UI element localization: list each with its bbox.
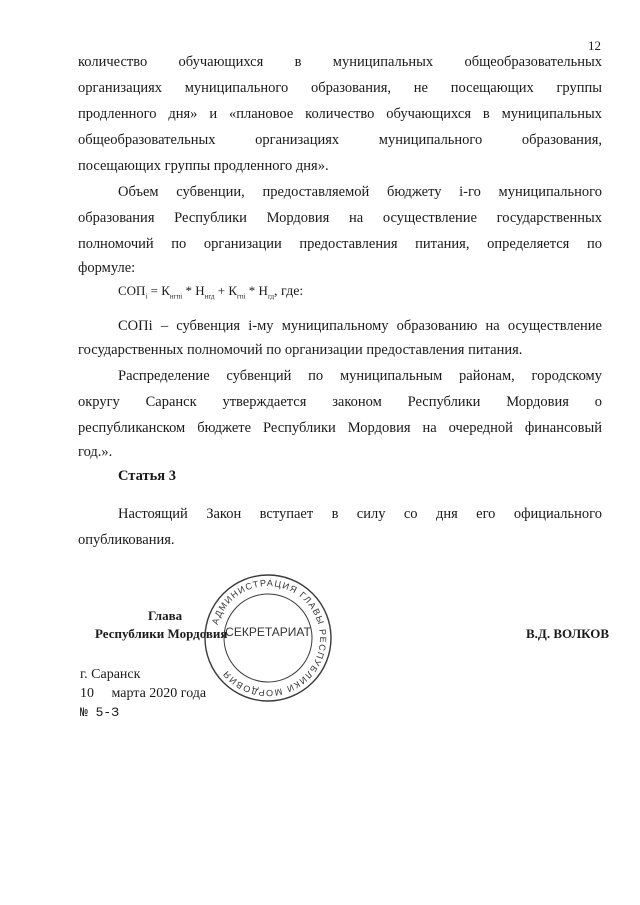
text-line: Объем субвенции, предоставляемой бюджету i-го муниципального: [118, 184, 602, 200]
formula-part: К: [161, 283, 170, 298]
formula-part: нгпi: [169, 292, 183, 301]
formula-part: Н: [195, 283, 205, 298]
text-line: опубликования.: [78, 532, 175, 548]
stamp-center-text: СЕКРЕТАРИАТ: [225, 625, 311, 639]
city: г. Саранск: [80, 667, 141, 682]
text-line: общеобразовательных организациях муниципального образования,: [78, 132, 602, 148]
signatory-name: В.Д. ВОЛКОВ: [526, 626, 610, 641]
text-line: СОПi – субвенция i-му муниципальному образованию на осуществление: [118, 318, 602, 334]
formula-part: гпi: [236, 292, 246, 301]
formula-part: Н: [258, 283, 268, 298]
article-heading: Статья 3: [118, 468, 176, 484]
date-month-year: марта 2020 года: [111, 686, 207, 701]
text-line: год.».: [78, 444, 113, 460]
date: [80, 686, 206, 702]
law-number: № 5-З: [80, 705, 120, 720]
text-line: образования Республики Мордовия на осуществление государственных: [78, 210, 602, 226]
official-stamp: [202, 572, 334, 704]
formula-part: +: [214, 283, 229, 298]
formula-part: *: [182, 283, 196, 298]
text-line: республиканском бюджете Республики Мордовия на очередной финансовый: [78, 420, 602, 436]
formula-part: i: [145, 292, 148, 301]
date-day: 10: [80, 686, 94, 701]
page-number: 12: [588, 38, 601, 53]
formula-part: СОП: [118, 283, 146, 298]
signatory-region: Республики Мордовия: [95, 626, 228, 641]
formula-part: *: [245, 283, 259, 298]
text-line: Распределение субвенций по муниципальным районам, городскому: [118, 368, 602, 384]
formula-part: К: [228, 283, 237, 298]
text-line: формуле:: [78, 260, 136, 276]
text-line: количество обучающихся в муниципальных общеобразовательных: [78, 54, 602, 70]
text-line: полномочий по организации предоставления питания, определяется по: [78, 236, 602, 252]
signatory-title: Глава: [148, 608, 183, 623]
text-line: организациях муниципального образования, не посещающих группы: [78, 80, 602, 96]
text-line: округу Саранск утверждается законом Республики Мордовия о: [78, 394, 602, 410]
subvention-formula: [118, 283, 303, 301]
text-line: посещающих группы продленного дня».: [78, 158, 329, 174]
text-line: продленного дня» и «плановое количество обучающихся в муниципальных: [78, 106, 602, 122]
text-line: государственных полномочий по организации предоставления питания.: [78, 342, 523, 358]
formula-part: , где:: [274, 284, 304, 299]
formula-part: гд: [267, 292, 275, 301]
text-line: Настоящий Закон вступает в силу со дня его официального: [118, 506, 602, 522]
formula-part: нгд: [204, 292, 215, 301]
formula-part: =: [147, 283, 162, 298]
stamp-ring-text: АДМИНИСТРАЦИЯ ГЛАВЫ РЕСПУБЛИКИ МОРДОВИЯ: [209, 577, 329, 699]
